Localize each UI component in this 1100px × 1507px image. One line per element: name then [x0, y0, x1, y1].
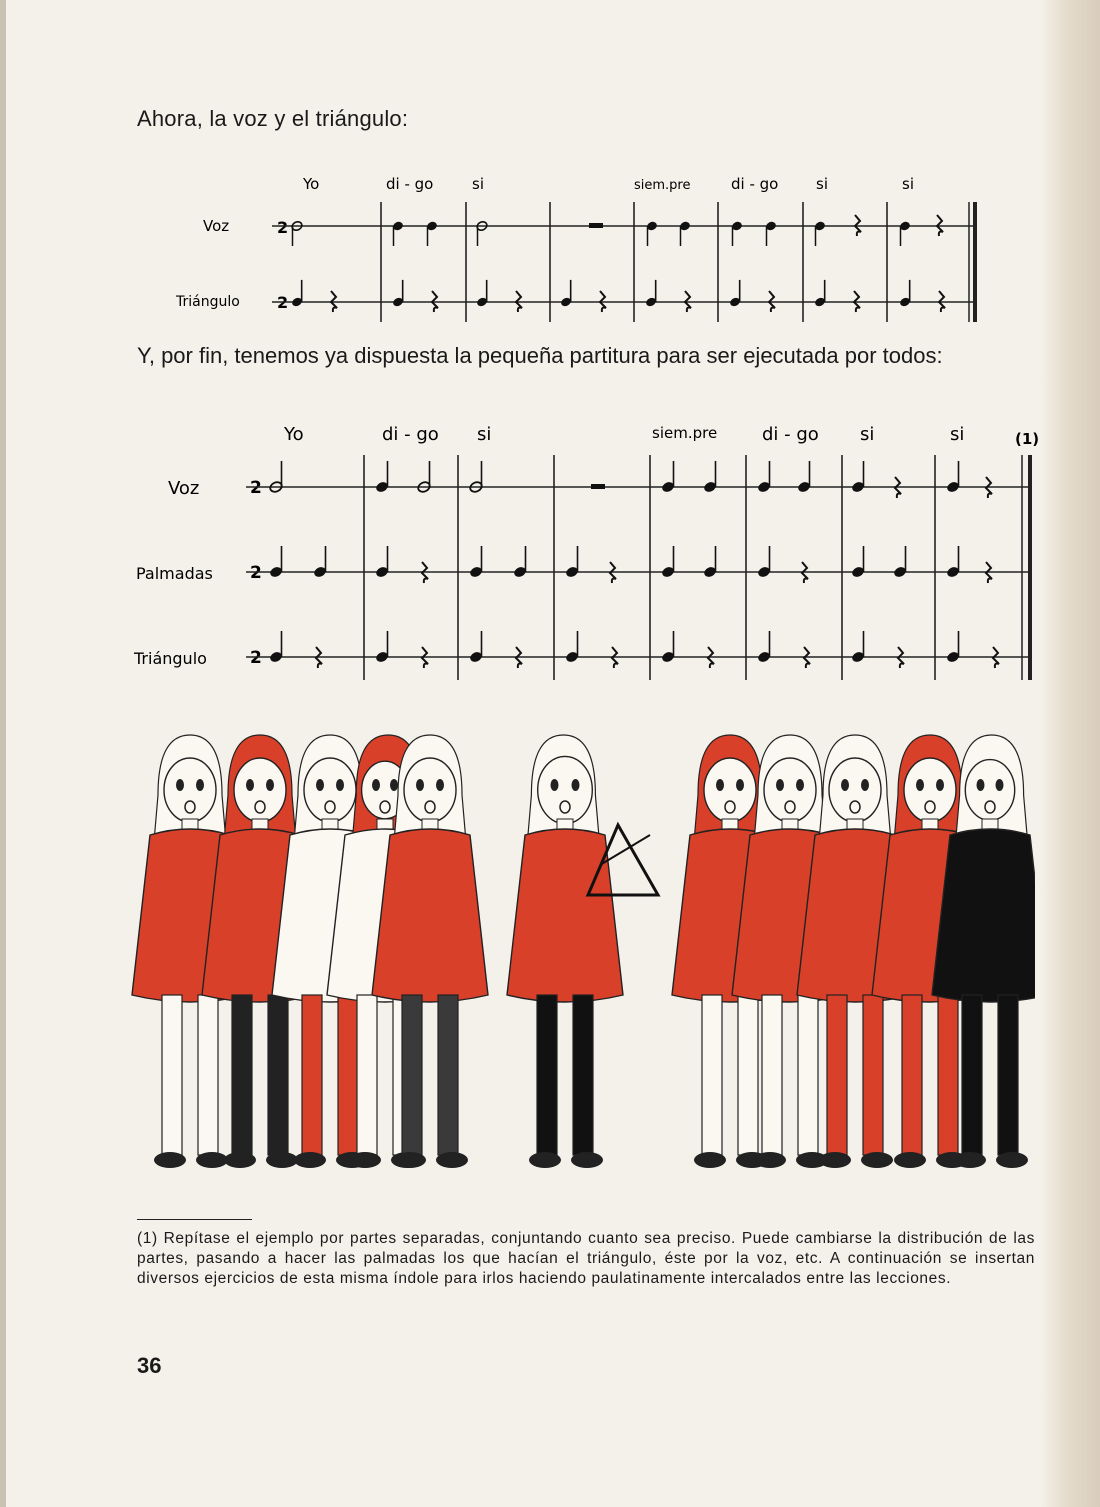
lyric: si — [950, 424, 965, 445]
time-signature: 2 — [277, 293, 289, 312]
eye — [572, 779, 580, 791]
shoe — [224, 1152, 256, 1168]
eye — [936, 779, 944, 791]
staff-label-voz: Voz — [168, 478, 200, 499]
shoe — [894, 1152, 926, 1168]
eye — [716, 779, 724, 791]
leg — [402, 995, 422, 1155]
shoe — [349, 1152, 381, 1168]
eye — [436, 779, 444, 791]
lyric: siem.pre — [652, 424, 718, 442]
time-signature: 2 — [250, 648, 262, 668]
lyric: si — [477, 424, 492, 445]
children-illustration — [130, 715, 1035, 1200]
shoe — [196, 1152, 228, 1168]
shoe — [436, 1152, 468, 1168]
dress — [372, 829, 488, 1002]
shoe — [996, 1152, 1028, 1168]
footnote-rule — [137, 1219, 252, 1220]
lyric: Yo — [284, 424, 304, 445]
staff-label-triangulo: Triángulo — [134, 649, 207, 668]
score2-notation — [246, 455, 1030, 680]
leg — [438, 995, 458, 1155]
child-with-triangle — [507, 735, 623, 1168]
heading-voz-triangulo: Ahora, la voz y el triángulo: — [137, 106, 409, 131]
time-signature: 2 — [277, 218, 289, 237]
leg — [962, 995, 982, 1155]
leg — [738, 995, 758, 1155]
leg — [702, 995, 722, 1155]
eye — [196, 779, 204, 791]
score1-notation — [272, 202, 975, 322]
eye — [796, 779, 804, 791]
lyric: si — [860, 424, 875, 445]
leg — [302, 995, 322, 1155]
leg — [198, 995, 218, 1155]
shoe — [861, 1152, 893, 1168]
shoe — [819, 1152, 851, 1168]
eye — [776, 779, 784, 791]
leg — [902, 995, 922, 1155]
eye — [861, 779, 869, 791]
leg — [537, 995, 557, 1155]
eye — [736, 779, 744, 791]
eye — [266, 779, 274, 791]
eye — [841, 779, 849, 791]
face — [965, 760, 1014, 821]
score-full — [0, 415, 1060, 690]
leg — [268, 995, 288, 1155]
leg — [338, 995, 358, 1155]
footnote-marker: (1) — [1015, 430, 1040, 448]
eye — [916, 779, 924, 791]
eye — [372, 779, 380, 791]
shoe — [266, 1152, 298, 1168]
leg — [863, 995, 883, 1155]
page-number: 36 — [137, 1353, 162, 1378]
half-rest — [589, 223, 603, 228]
eye — [336, 779, 344, 791]
staff-label-triangulo: Triángulo — [176, 294, 240, 310]
leg — [998, 995, 1018, 1155]
lyric: di - go — [731, 175, 779, 193]
score-voz-triangulo — [0, 160, 1000, 330]
leg — [232, 995, 252, 1155]
lyric: di - go — [386, 175, 434, 193]
paragraph-partitura: Y, por fin, tenemos ya dispuesta la pequeña partitura para ser ejecutada por todos: — [137, 343, 943, 368]
footnote-text: (1) Repítase el ejemplo por partes separadas, conjuntando cuanto sea preciso. Puede cambiarse la distribución de las partes, pasando a hacer las palmadas los que hacían el triángulo, éste por la voz, etc. A continuación se insertan diversos ejercicios de esta misma índole para irlos haciendo paulatinamente intercalados entre las lecciones. — [137, 1230, 1035, 1287]
eye — [390, 779, 398, 791]
time-signature: 2 — [250, 563, 262, 583]
shoe — [954, 1152, 986, 1168]
dress — [932, 829, 1035, 1002]
leg — [827, 995, 847, 1155]
time-signature: 2 — [250, 478, 262, 498]
shoe — [394, 1152, 426, 1168]
leg — [162, 995, 182, 1155]
lyric: siem.pre — [634, 178, 691, 193]
eye — [416, 779, 424, 791]
shoe — [294, 1152, 326, 1168]
page-edge-right — [1040, 0, 1100, 1507]
leg — [798, 995, 818, 1155]
shoe — [529, 1152, 561, 1168]
eye — [977, 779, 985, 791]
shoe — [571, 1152, 603, 1168]
staff-label-palmadas: Palmadas — [136, 564, 213, 583]
lyric: si — [902, 175, 914, 193]
eye — [996, 779, 1004, 791]
lyric: di - go — [762, 424, 819, 445]
shoe — [154, 1152, 186, 1168]
lyric: si — [816, 175, 828, 193]
eye — [551, 779, 559, 791]
leg — [938, 995, 958, 1155]
lyric: si — [472, 175, 484, 193]
score2-lyrics — [283, 424, 1039, 448]
eye — [316, 779, 324, 791]
shoe — [694, 1152, 726, 1168]
lyric: Yo — [303, 175, 320, 193]
eye — [246, 779, 254, 791]
leg — [573, 995, 593, 1155]
shoe — [754, 1152, 786, 1168]
half-rest — [591, 484, 605, 489]
eye — [176, 779, 184, 791]
leg — [762, 995, 782, 1155]
staff-label-voz: Voz — [203, 217, 230, 235]
leg — [357, 995, 377, 1155]
score1-lyrics — [302, 175, 914, 193]
lyric: di - go — [382, 424, 439, 445]
